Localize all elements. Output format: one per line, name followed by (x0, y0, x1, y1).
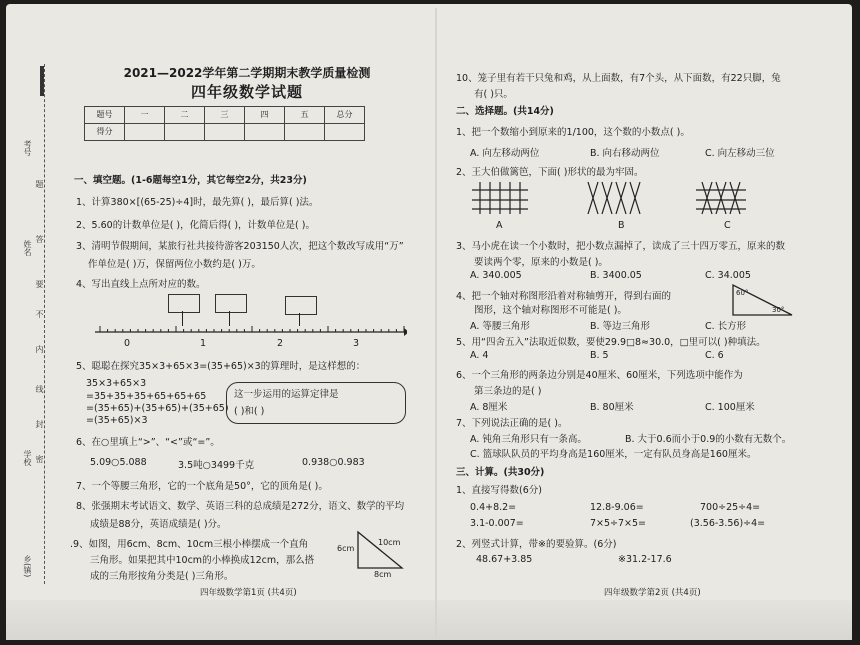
calc-item-2: 12.8-9.06= (590, 502, 644, 513)
choice-5-opt-b[interactable]: B. 5 (590, 350, 609, 361)
footer-page-1: 四年级数学第1页 (共4页) (200, 588, 297, 598)
question-8a: 8、张强期末考试语文、数学、英语三科的总成绩是272分，语文、数学的平均 (76, 501, 405, 512)
axis-label-3: 3 (353, 338, 360, 349)
choice-7: 7、下列说法正确的是( )。 (456, 418, 568, 429)
score-cell[interactable] (165, 123, 205, 140)
margin-char: 密 (35, 455, 44, 463)
answer-box-1[interactable] (168, 294, 200, 313)
bubble-text-1: 这一步运用的运算定律是 (234, 389, 339, 400)
score-cell[interactable] (205, 123, 245, 140)
choice-5: 5、用“四舍五入”法取近似数，要使29.9□8≈30.0，□里可以( )种填法。 (456, 337, 766, 348)
choice-4a: 4、把一个轴对称图形沿着对称轴剪开，得到右面的 (456, 291, 672, 302)
margin-char: 内 (35, 345, 44, 353)
question-8b: 成绩是88分，英语成绩是( )分。 (90, 519, 227, 530)
number-line (92, 320, 407, 350)
choice-4b: 图形，这个轴对称图形不可能是( )。 (474, 305, 627, 316)
bubble-text-2: ( )和( ) (234, 406, 265, 417)
right-triangle-figure (356, 530, 406, 570)
fence-label-b[interactable]: B (618, 220, 625, 231)
score-header-cell: 五 (285, 106, 325, 123)
question-2: 2、5.60的计数单位是( )，化简后得( )，计数单位是( )。 (76, 220, 315, 231)
choice-3b: 要读两个零，原来的小数是( )。 (474, 257, 608, 268)
choice-3-opt-a[interactable]: A. 340.005 (470, 270, 522, 281)
choice-1-opt-c[interactable]: C. 向左移动三位 (705, 148, 775, 159)
score-cell[interactable] (325, 123, 365, 140)
question-5: 5、聪聪在探究35×3+65×3=(35+65)×3的算理时，是这样想的： (76, 361, 366, 372)
choice-2: 2、王大伯做篱笆，下面( )形状的最为牢固。 (456, 167, 644, 178)
choice-3a: 3、马小虎在读一个小数时，把小数点漏掉了，读成了三十四万零五，原来的数 (456, 241, 786, 252)
score-header-cell: 一 (125, 106, 165, 123)
calc-item-3: 700÷25÷4= (700, 502, 761, 513)
margin-label-name: 姓名 (23, 240, 32, 256)
choice-1-opt-a[interactable]: A. 向左移动两位 (470, 148, 540, 159)
score-header-cell: 题号 (85, 106, 125, 123)
calc-item-6: (3.56-3.56)÷4= (690, 518, 766, 529)
margin-label-kaohao: 考号 (23, 140, 32, 156)
footer-page-2: 四年级数学第2页 (共4页) (604, 588, 701, 598)
section-2-title: 二、选择题。(共14分) (456, 106, 554, 117)
choice-4-opt-c[interactable]: C. 长方形 (705, 321, 747, 332)
left-page (62, 66, 432, 141)
choice-4-opt-b[interactable]: B. 等边三角形 (590, 321, 651, 332)
choice-6b: 第三条边的是( ) (474, 386, 542, 397)
q5-line-2: =35+35+35+65+65+65 (86, 391, 207, 402)
choice-5-opt-c[interactable]: C. 6 (705, 350, 724, 361)
question-1: 1、计算380×[(65-25)÷4]时，最先算( )，最后算( )法。 (76, 197, 319, 208)
score-cell[interactable] (245, 123, 285, 140)
angle-30: 30° (772, 306, 785, 314)
q5-line-1: 35×3+65×3 (86, 378, 147, 389)
vertical-calc-1: 48.67+3.85 (476, 554, 533, 565)
margin-label-town: 乡(镇) (23, 555, 32, 578)
question-6: 6、在○里填上“>”、“<”或“=”。 (76, 437, 220, 448)
question-10b: 有( )只。 (474, 89, 513, 100)
fence-figures (470, 178, 760, 218)
calc-1-title: 1、直接写得数(6分) (456, 485, 543, 496)
q5-line-4: =(35+65)×3 (86, 415, 148, 426)
margin-label-school: 学校 (23, 450, 32, 466)
compare-item-1: 5.09○5.088 (90, 457, 147, 468)
vertical-calc-2: ※31.2-17.6 (618, 554, 672, 565)
page-fold (435, 8, 437, 638)
binding-line (44, 64, 46, 584)
question-3a: 3、清明节假期间，某旅行社共接待游客203150人次，把这个数改写成用“万” (76, 241, 404, 252)
score-table (84, 106, 365, 141)
tri-label-10cm: 10cm (378, 538, 401, 547)
choice-7-opt-c[interactable]: C. 篮球队队员的平均身高是160厘米，一定有队员身高是160厘米。 (470, 449, 757, 460)
calc-item-5: 7×5÷7×5= (590, 518, 647, 529)
tri-label-6cm: 6cm (337, 544, 355, 553)
section-3-title: 三、计算。(共30分) (456, 467, 545, 478)
choice-6a: 6、一个三角形的两条边分别是40厘米、60厘米，下列选项中能作为 (456, 370, 743, 381)
choice-1: 1、把一个数缩小到原来的1/100，这个数的小数点( )。 (456, 127, 690, 138)
score-header-cell: 三 (205, 106, 245, 123)
half-triangle-figure (730, 282, 796, 318)
angle-60: 60° (736, 289, 749, 297)
question-3b: 作单位是( )万，保留两位小数约是( )万。 (88, 259, 261, 270)
q5-line-3: =(35+65)+(35+65)+(35+65) (86, 403, 229, 414)
choice-6-opt-a[interactable]: A. 8厘米 (470, 402, 508, 413)
choice-7-opt-a[interactable]: A. 钝角三角形只有一条高。 (470, 434, 587, 445)
margin-char: 题 (35, 180, 44, 188)
choice-5-opt-a[interactable]: A. 4 (470, 350, 489, 361)
question-9c: 成的三角形按角分类是( )三角形。 (90, 571, 234, 582)
answer-box-3[interactable] (285, 296, 317, 315)
question-4: 4、写出直线上点所对应的数。 (76, 279, 206, 290)
choice-3-opt-b[interactable]: B. 3400.05 (590, 270, 642, 281)
score-header-cell: 四 (245, 106, 285, 123)
choice-1-opt-b[interactable]: B. 向右移动两位 (590, 148, 660, 159)
score-header-cell: 二 (165, 106, 205, 123)
axis-label-2: 2 (277, 338, 284, 349)
exam-subtitle: 四年级数学试题 (190, 83, 303, 101)
choice-6-opt-c[interactable]: C. 100厘米 (705, 402, 755, 413)
choice-4-opt-a[interactable]: A. 等腰三角形 (470, 321, 530, 332)
score-cell[interactable] (125, 123, 165, 140)
margin-char: 答 (35, 235, 44, 243)
exam-title: 2021—2022学年第二学期期末教学质量检测 (123, 66, 371, 80)
score-label-cell: 得分 (85, 123, 125, 140)
score-cell[interactable] (285, 123, 325, 140)
tri-label-8cm: 8cm (374, 570, 392, 579)
calc-2-title: 2、列竖式计算，带※的要验算。(6分) (456, 539, 617, 550)
answer-box-2[interactable] (215, 294, 247, 313)
axis-label-1: 1 (200, 338, 207, 349)
calc-item-1: 0.4+8.2= (470, 502, 517, 513)
fence-label-c[interactable]: C (724, 220, 731, 231)
fence-label-a[interactable]: A (496, 220, 503, 231)
score-header-cell: 总分 (325, 106, 365, 123)
axis-label-0: 0 (124, 338, 131, 349)
margin-char: 要 (35, 280, 44, 288)
compare-item-3: 0.938○0.983 (302, 457, 365, 468)
calc-item-4: 3.1-0.007= (470, 518, 524, 529)
margin-char: 封 (35, 420, 44, 428)
section-1-title: 一、填空题。(1-6题每空1分，其它每空2分，共23分) (74, 175, 307, 186)
choice-6-opt-b[interactable]: B. 80厘米 (590, 402, 634, 413)
question-7: 7、一个等腰三角形，它的一个底角是50°，它的顶角是( )。 (76, 481, 328, 492)
question-9a: .9、如图，用6cm、8cm、10cm三根小棒摆成一个直角 (70, 539, 309, 550)
margin-char: 不 (35, 310, 44, 318)
compare-item-2: 3.5吨○3499千克 (178, 460, 255, 471)
question-10a: 10、笼子里有若干只兔和鸡，从上面数，有7个头，从下面数，有22只脚，兔 (456, 73, 781, 84)
choice-3-opt-c[interactable]: C. 34.005 (705, 270, 751, 281)
paper-bottom (6, 600, 852, 640)
margin-char: 线 (35, 385, 44, 393)
question-9b: 三角形。如果把其中10cm的小棒换成12cm，那么搭 (90, 555, 315, 566)
choice-7-opt-b[interactable]: B. 大于0.6而小于0.9的小数有无数个。 (625, 434, 792, 445)
